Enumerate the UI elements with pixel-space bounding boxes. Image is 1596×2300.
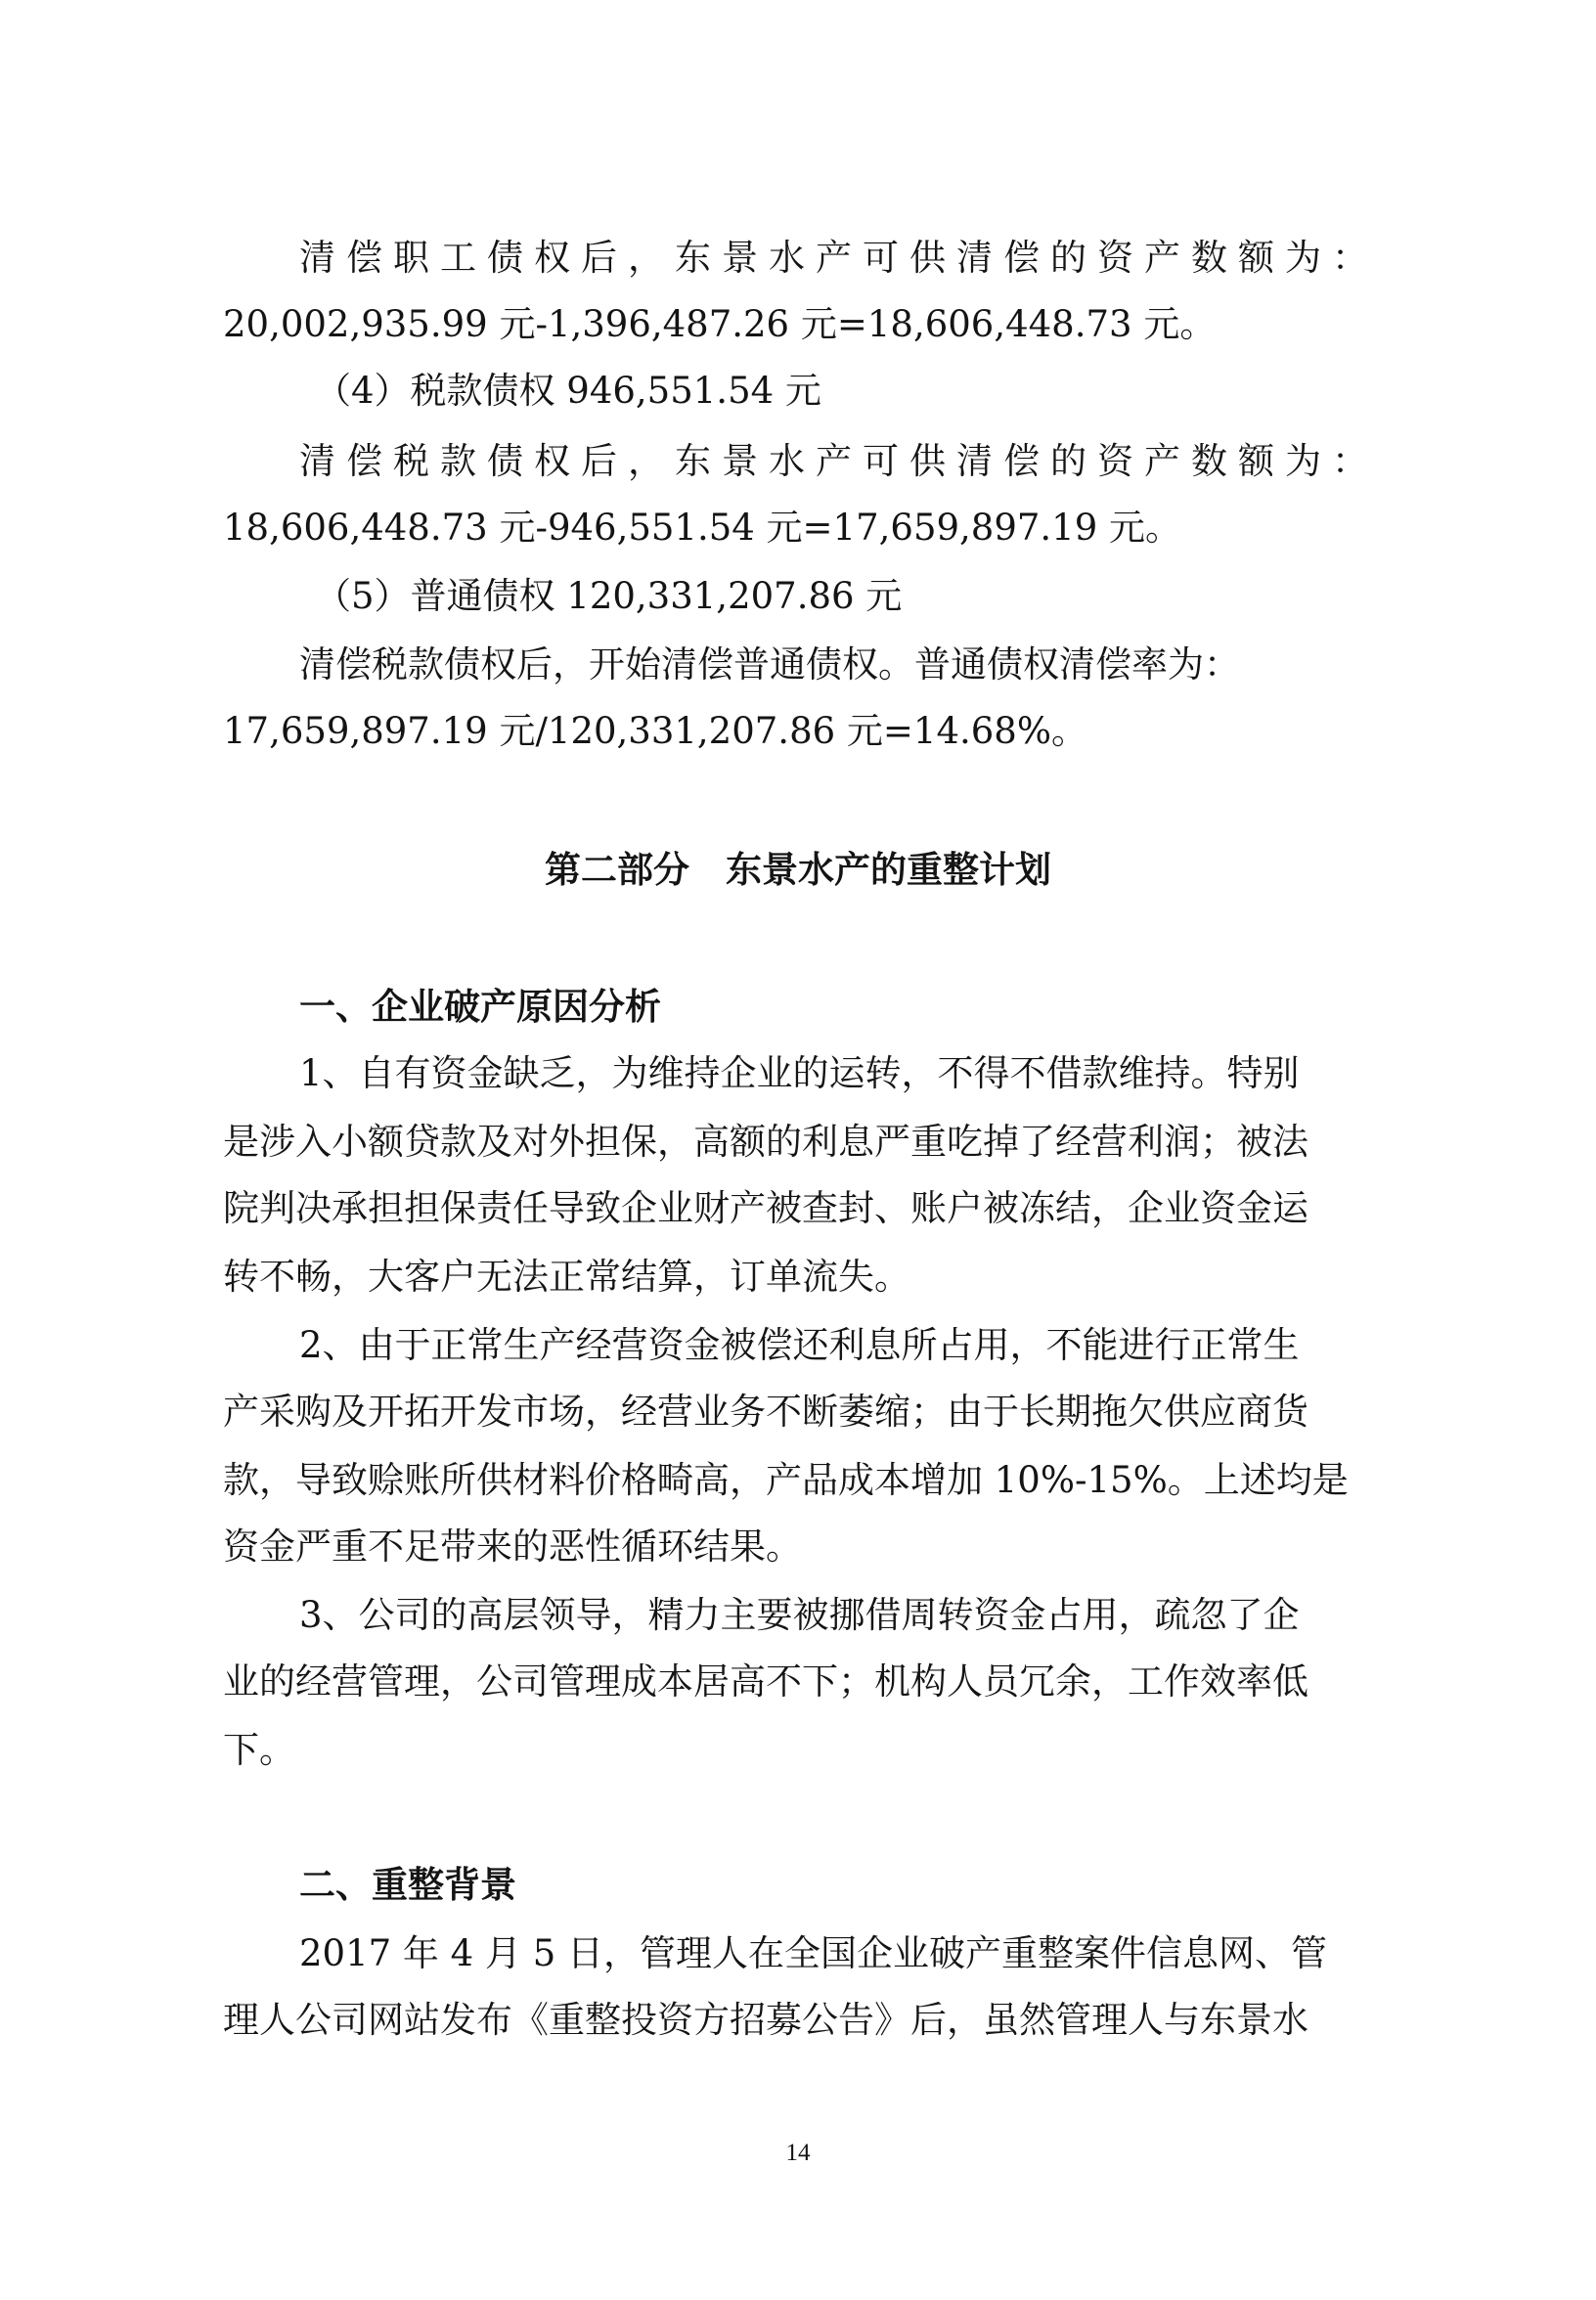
- paragraph-line: 清偿职工债权后，东景水产可供清偿的资产数额为：: [299, 237, 1379, 279]
- paragraph-line: 1、自有资金缺乏，为维持企业的运转，不得不借款维持。特别: [299, 1052, 1300, 1094]
- part-heading: 第二部分 东景水产的重整计划: [545, 849, 1051, 891]
- paragraph-line: 清偿税款债权后，开始清偿普通债权。普通债权清偿率为：: [299, 643, 1240, 686]
- paragraph-line: 17,659,897.19 元/120,331,207.86 元=14.68%。: [223, 710, 1087, 752]
- paragraph-line: 资金严重不足带来的恶性循环结果。: [223, 1526, 802, 1568]
- paragraph-line: 下。: [223, 1729, 295, 1771]
- subsection-label: （5）普通债权 120,331,207.86 元: [315, 575, 903, 617]
- paragraph-line: 产采购及开拓开发市场，经营业务不断萎缩；由于长期拖欠供应商货: [223, 1391, 1308, 1433]
- paragraph-line: 2017 年 4 月 5 日，管理人在全国企业破产重整案件信息网、管: [299, 1932, 1328, 1974]
- paragraph-line: 业的经营管理，公司管理成本居高不下；机构人员冗余，工作效率低: [223, 1660, 1308, 1703]
- paragraph-line: 3、公司的高层领导，精力主要被挪借周转资金占用，疏忽了企: [299, 1594, 1300, 1636]
- paragraph-line: 是涉入小额贷款及对外担保，高额的利息严重吃掉了经营利润；被法: [223, 1121, 1308, 1163]
- section-heading: 二、重整背景: [299, 1864, 516, 1906]
- paragraph-line: 18,606,448.73 元-946,551.54 元=17,659,897.19 元。: [223, 507, 1182, 549]
- paragraph-line: 款，导致赊账所供材料价格畸高，产品成本增加 10%-15%。上述均是: [223, 1459, 1349, 1501]
- paragraph-line: 2、由于正常生产经营资金被偿还利息所占用，不能进行正常生: [299, 1324, 1300, 1366]
- paragraph-line: 院判决承担担保责任导致企业财产被查封、账户被冻结，企业资金运: [223, 1187, 1308, 1229]
- paragraph-line: 转不畅，大客户无法正常结算，订单流失。: [223, 1256, 910, 1298]
- paragraph-line: 清偿税款债权后，东景水产可供清偿的资产数额为：: [299, 440, 1379, 482]
- section-heading: 一、企业破产原因分析: [299, 986, 661, 1028]
- page-number: 14: [785, 2140, 811, 2166]
- paragraph-line: 20,002,935.99 元-1,396,487.26 元=18,606,448.73 元。: [223, 303, 1217, 345]
- paragraph-line: 理人公司网站发布《重整投资方招募公告》后，虽然管理人与东景水: [223, 1999, 1308, 2041]
- subsection-label: （4）税款债权 946,551.54 元: [315, 370, 821, 412]
